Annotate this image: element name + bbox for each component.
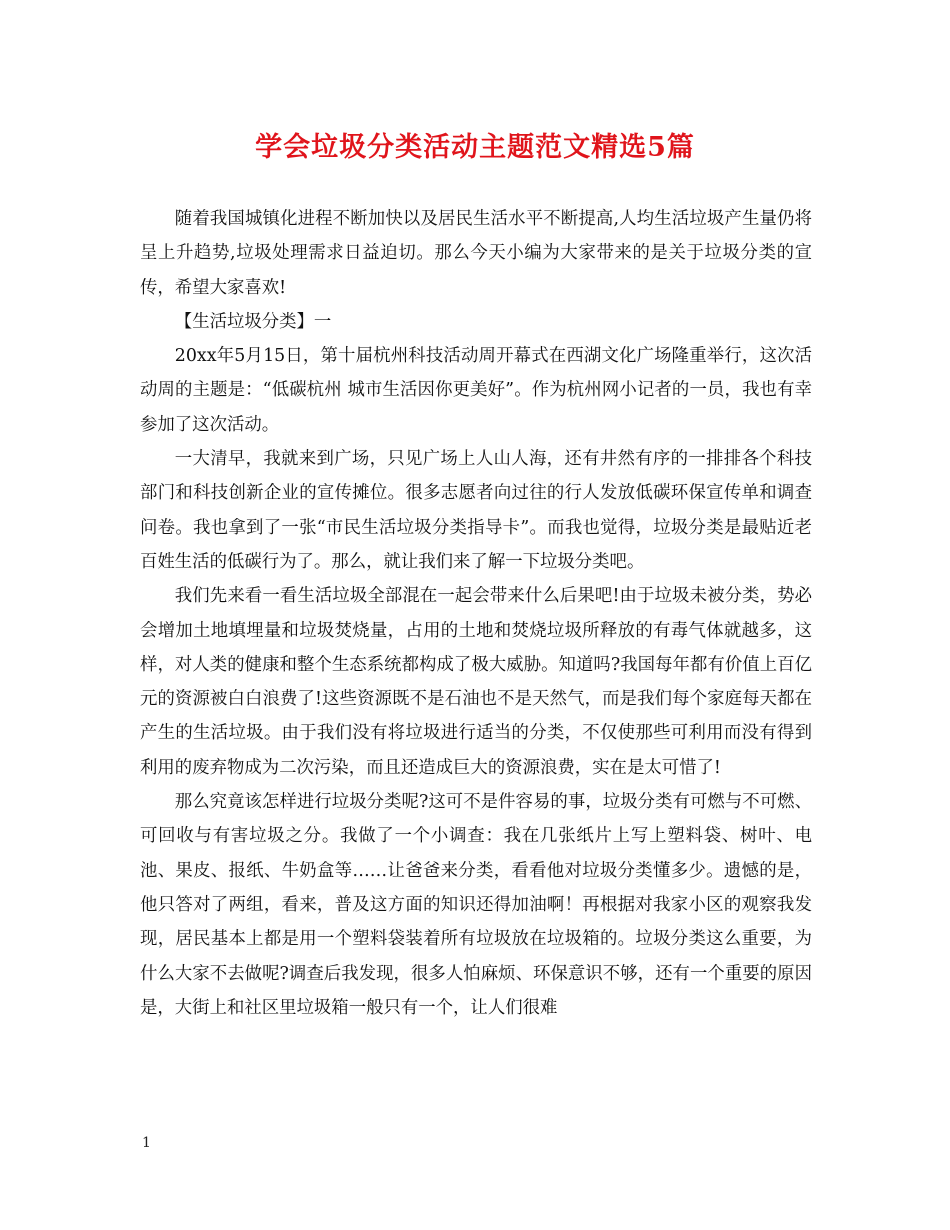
- document-title: 学会垃圾分类活动主题范文精选5篇: [255, 132, 695, 163]
- paragraph: 一大清早，我就来到广场，只见广场上人山人海，还有井然有序的一排排各个科技部门和科技创新企业的宣传摊位。很多志愿者向过往的行人发放低碳环保宣传单和调查问卷。我也拿到了一张“市民生活垃圾分类指导卡”。而我也觉得，垃圾分类是最贴近老百姓生活的低碳行为了。那么，就让我们来了解一下垃圾分类吧。: [140, 449, 812, 572]
- paragraph: 我们先来看一看生活垃圾全部混在一起会带来什么后果吧!由于垃圾未被分类，势必会增加土地填埋量和垃圾焚烧量，占用的土地和焚烧垃圾所释放的有毒气体就越多，这样，对人类的健康和整个生态系统都构成了极大威胁。知道吗?我国每年都有价值上百亿元的资源被白白浪费了!这些资源既不是石油也不是天然气，而是我们每个家庭每天都在产生的生活垃圾。由于我们没有将垃圾进行适当的分类，不仅使那些可利用而没有得到利用的废弃物成为二次污染，而且还造成巨大的资源浪费，实在是太可惜了!: [140, 586, 812, 778]
- paragraph: 20xx年5月15日，第十届杭州科技活动周开幕式在西湖文化广场隆重举行，这次活动周的主题是：“低碳杭州 城市生活因你更美好”。作为杭州网小记者的一员，我也有幸参加了这次活动。: [140, 346, 812, 435]
- page-number: 1: [142, 1135, 151, 1151]
- paragraph: 那么究竟该怎样进行垃圾分类呢?这可不是件容易的事，垃圾分类有可燃与不可燃、可回收与有害垃圾之分。我做了一个小调查：我在几张纸片上写上塑料袋、树叶、电池、果皮、报纸、牛奶盒等……让爸爸来分类，看看他对垃圾分类懂多少。遗憾的是，他只答对了两组，看来，普及这方面的知识还得加油啊！再根据对我家小区的观察我发现，居民基本上都是用一个塑料袋装着所有垃圾放在垃圾箱的。垃圾分类这么重要，为什么大家不去做呢?调查后我发现，很多人怕麻烦、环保意识不够，还有一个重要的原因是，大街上和社区里垃圾箱一般只有一个，让人们很难: [140, 792, 812, 1018]
- document-body: [140, 202, 812, 1025]
- paragraph-intro: 随着我国城镇化进程不断加快以及居民生活水平不断提高,人均生活垃圾产生量仍将呈上升趋势,垃圾处理需求日益迫切。那么今天小编为大家带来的是关于垃圾分类的宣传，希望大家喜欢!: [140, 209, 812, 298]
- section-heading: 【生活垃圾分类】一: [174, 311, 332, 332]
